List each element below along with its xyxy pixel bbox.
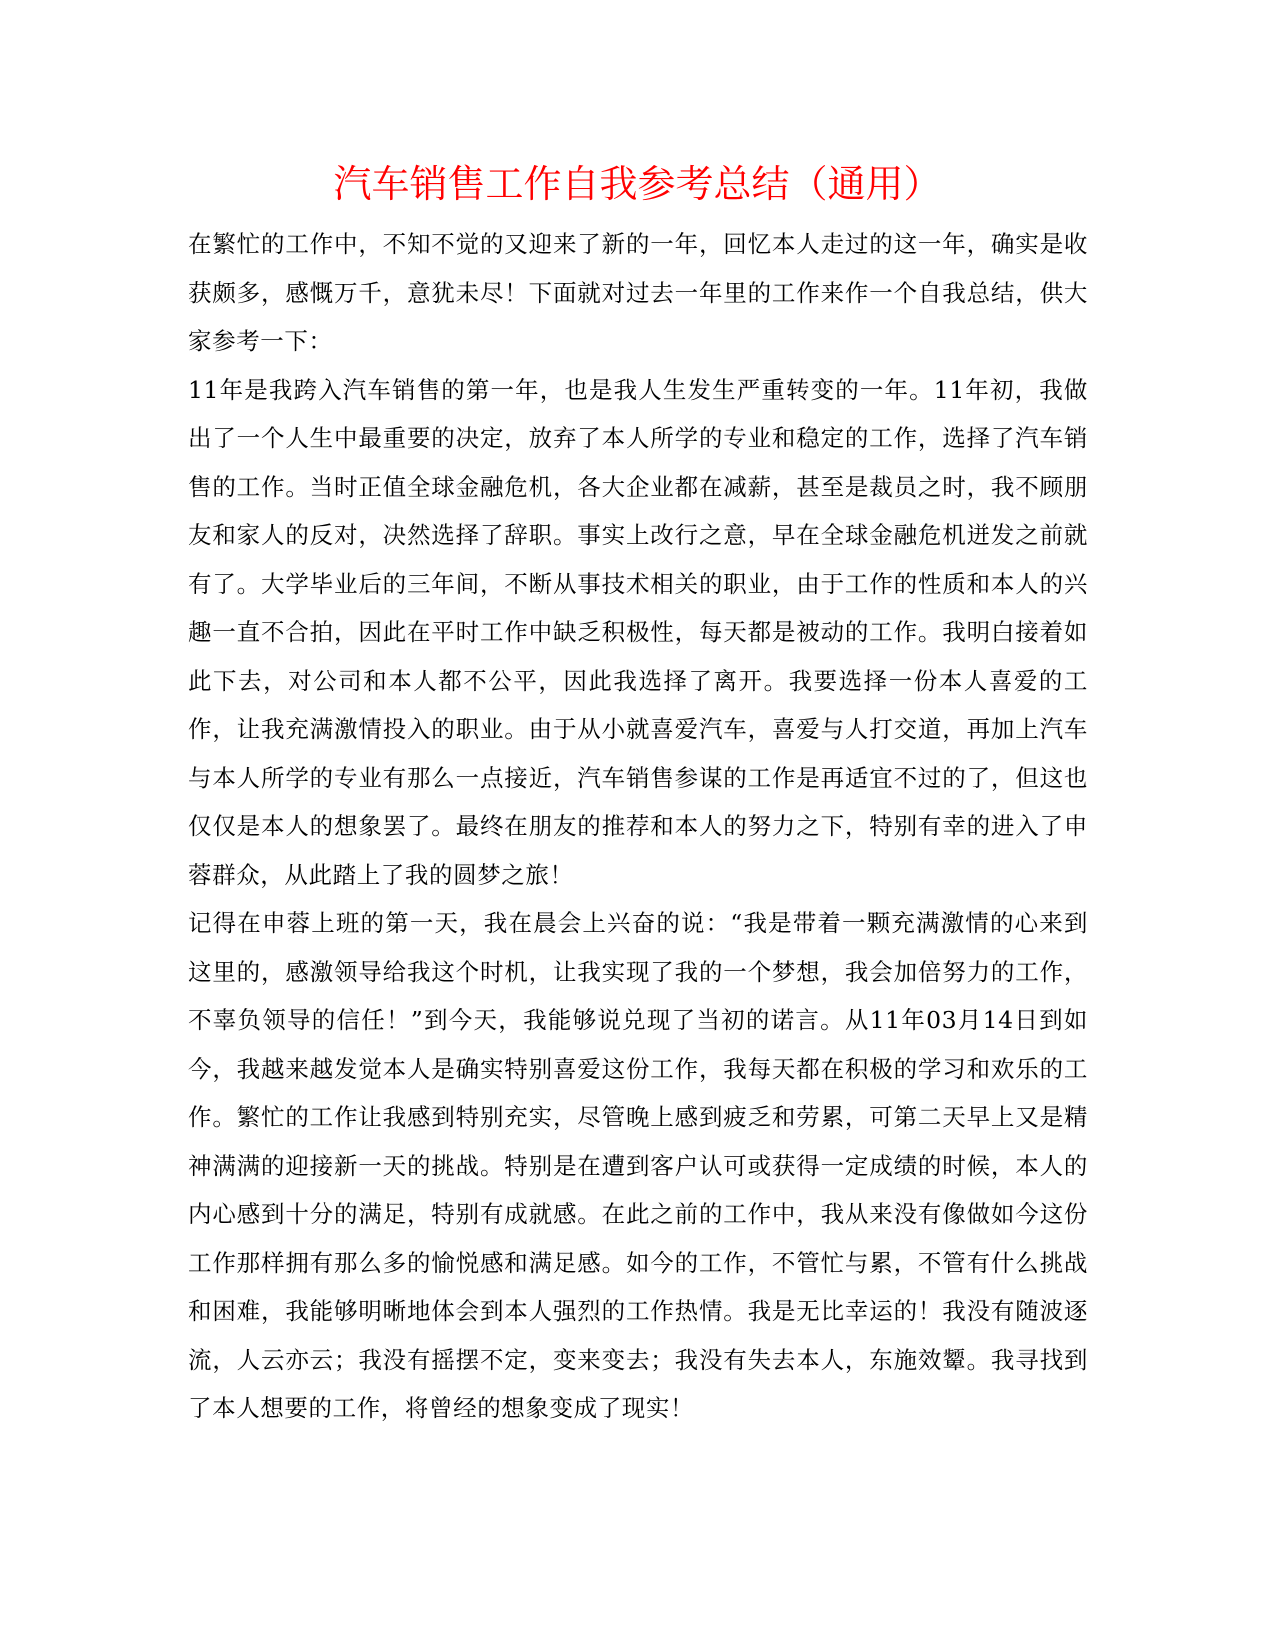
paragraph-intro: 在繁忙的工作中，不知不觉的又迎来了新的一年，回忆本人走过的这一年，确实是收获颇多，感慨万千，意犹未尽！下面就对过去一年里的工作来作一个自我总结，供大家参考一下： [188, 230, 1088, 355]
paragraph-first-day: 记得在申蓉上班的第一天，我在晨会上兴奋的说：“我是带着一颗充满激情的心来到这里的，感激领导给我这个时机，让我实现了我的一个梦想，我会加倍努力的工作，不辜负领导的信任！”到今天，我能够说兑现了当初的诺言。从11年03月14日到如今，我越来越发觉本人是确实特别喜爱这份工作，我每天都在积极的学习和欢乐的工作。繁忙的工作让我感到特别充实，尽管晚上感到疲乏和劳累，可第二天早上又是精神满满的迎接新一天的挑战。特别是在遭到客户认可或获得一定成绩的时候，本人的内心感到十分的满足，特别有成就感。在此之前的工作中，我从来没有像做如今这份工作那样拥有那么多的愉悦感和满足感。如今的工作，不管忙与累，不管有什么挑战和困难，我能够明晰地体会到本人强烈的工作热情。我是无比幸运的！我没有随波逐流，人云亦云；我没有摇摆不定，变来变去；我没有失去本人，东施效颦。我寻找到了本人想要的工作，将曾经的想象变成了现实！ [188, 909, 1088, 1422]
document-body [188, 220, 1088, 1433]
document-title: 汽车销售工作自我参考总结（通用） [333, 162, 942, 206]
paragraph-career-change: 11年是我跨入汽车销售的第一年，也是我人生发生严重转变的一年。11年初，我做出了一个人生中最重要的决定，放弃了本人所学的专业和稳定的工作，选择了汽车销售的工作。当时正值全球金融危机，各大企业都在减薪，甚至是裁员之时，我不顾朋友和家人的反对，决然选择了辞职。事实上改行之意，早在全球金融危机迸发之前就有了。大学毕业后的三年间，不断从事技术相关的职业，由于工作的性质和本人的兴趣一直不合拍，因此在平时工作中缺乏积极性，每天都是被动的工作。我明白接着如此下去，对公司和本人都不公平，因此我选择了离开。我要选择一份本人喜爱的工作，让我充满激情投入的职业。由于从小就喜爱汽车，喜爱与人打交道，再加上汽车与本人所学的专业有那么一点接近，汽车销售参谋的工作是再适宜不过的了，但这也仅仅是本人的想象罢了。最终在朋友的推荐和本人的努力之下，特别有幸的进入了申蓉群众，从此踏上了我的圆梦之旅！ [188, 375, 1088, 889]
